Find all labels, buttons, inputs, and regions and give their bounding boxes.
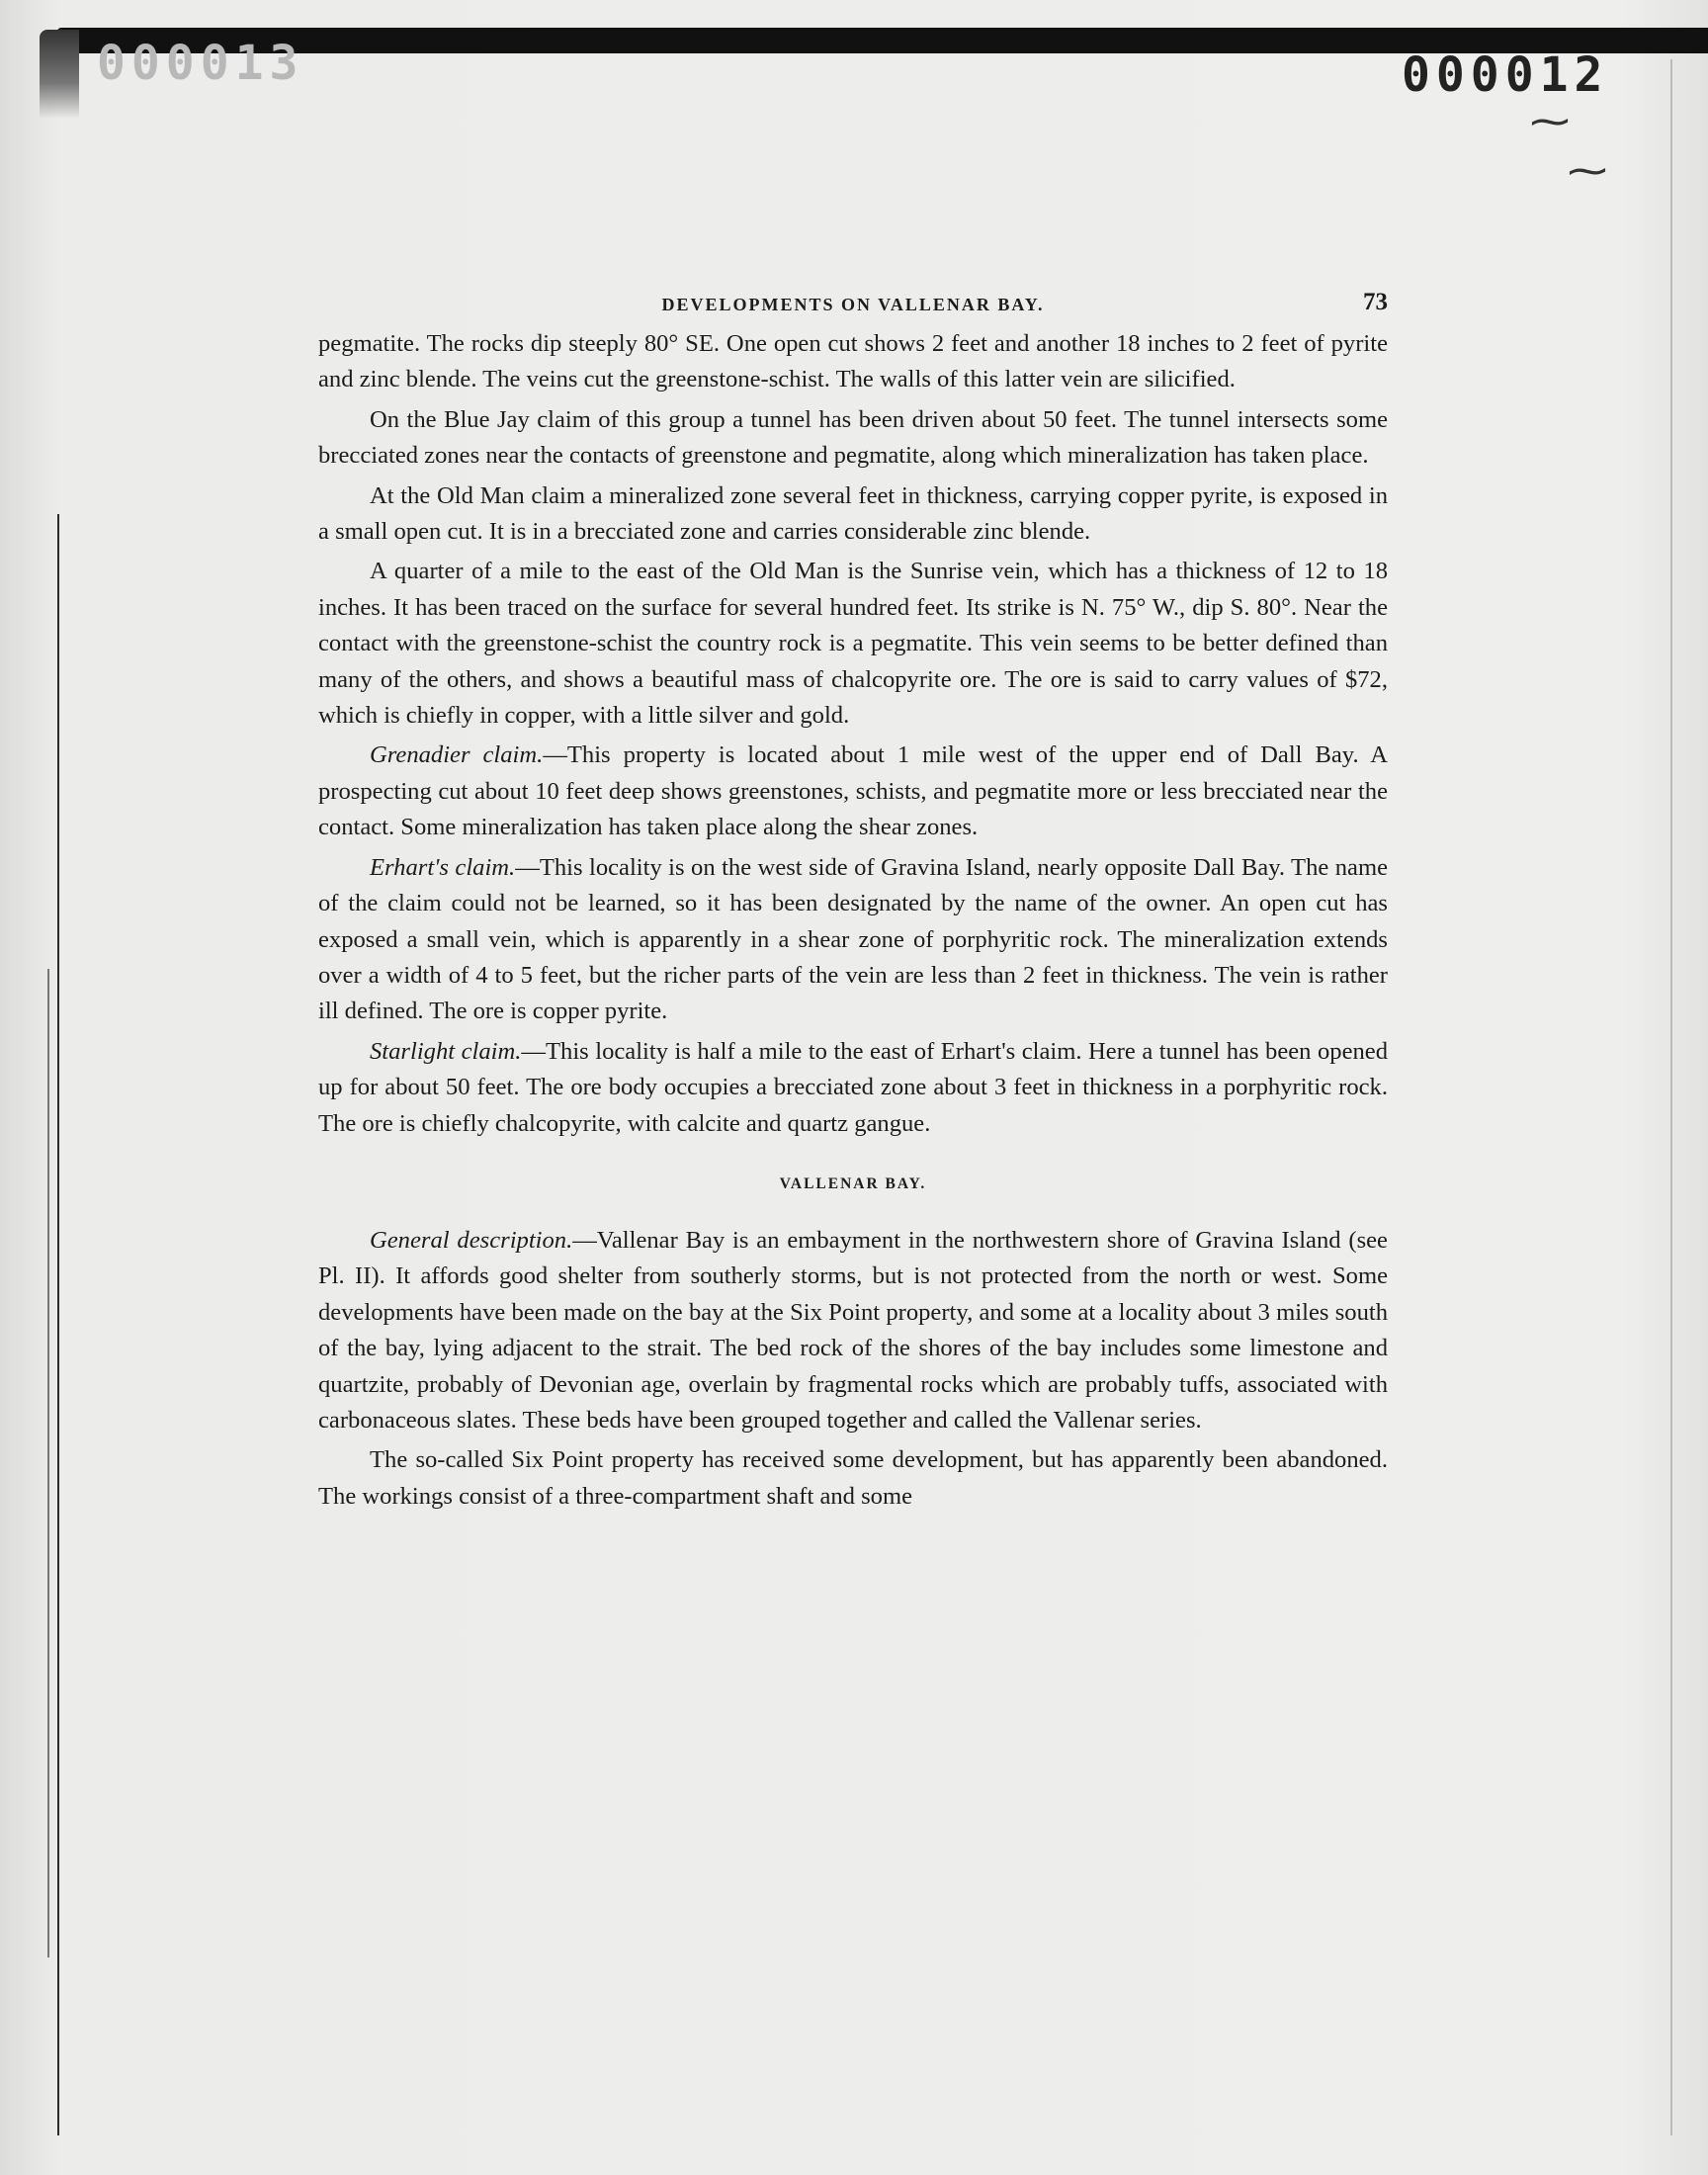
claim-heading: Grenadier claim. <box>370 741 544 769</box>
binding-rule-shadow <box>47 969 49 1958</box>
paragraph: Erhart's claim.—This locality is on the west side of Gravina Island, nearly opposite Dall Bay. The name of the claim could not be learned, so it has been designated by the name of the owner. An open cut has exposed a small vein, which is apparently in a shear zone of porphyritic rock. The mineralization extends over a width of 4 to 5 feet, but the richer parts of the vein are less than 2 feet in thickness. The vein is rather ill defined. The ore is copper pyrite. <box>318 853 1388 1025</box>
paragraph: Grenadier claim.—This property is located about 1 mile west of the upper end of Dall Bay. A prospecting cut about 10 feet deep shows greenstones, schists, and pegmatite more or less brecciated near the contact. Some mineralization has taken place along the shear zones. <box>318 741 1388 841</box>
paragraph: Starlight claim.—This locality is half a mile to the east of Erhart's claim. Here a tunnel has been opened up for about 50 feet. The ore body occupies a brecciated zone about 3 feet in thickness in a porphyritic rock. The ore is chiefly chalcopyrite, with calcite and quartz gangue. <box>318 1037 1389 1137</box>
claim-heading: Erhart's claim. <box>370 853 516 881</box>
handwritten-mark-1: ⁓ <box>1530 99 1570 144</box>
subsection-heading: General description. <box>370 1226 573 1254</box>
running-title: DEVELOPMENTS ON VALLENAR BAY. <box>661 295 1045 314</box>
body-text <box>318 326 1388 1515</box>
page-edge-rule <box>1670 59 1672 2135</box>
scan-edge-corner <box>40 30 79 119</box>
paragraph: The so-called Six Point property has received some development, but has apparently been abandoned. The workings consist of a three-compartment shaft and some <box>318 1446 1388 1510</box>
paragraph: pegmatite. The rocks dip steeply 80° SE. One open cut shows 2 feet and another 18 inches to 2 feet of pyrite and zinc blende. The veins cut the greenstone-schist. The walls of this latter vein are silicified. <box>318 330 1388 393</box>
claim-heading: Starlight claim. <box>370 1037 522 1065</box>
paragraph: On the Blue Jay claim of this group a tunnel has been driven about 50 feet. The tunnel intersects some brecciated zones near the contacts of greenstone and pegmatite, along which mineralization has taken place. <box>318 405 1388 470</box>
paragraph: At the Old Man claim a mineralized zone several feet in thickness, carrying copper pyrite, is exposed in a small open cut. It is in a brecciated zone and carries considerable zinc blende. <box>318 481 1388 546</box>
handwritten-mark-2: ⁓ <box>1568 148 1607 194</box>
stamp-number-right: 000012 <box>1402 47 1609 103</box>
paragraph: A quarter of a mile to the east of the Old Man is the Sunrise vein, which has a thickness of 12 to 18 inches. It has been traced on the surface for several hundred feet. Its strike is N. 75° W., dip S. 80°. Near the contact with the greenstone-schist the country rock is a pegmatite. This vein seems to be better defined than many of the others, and shows a beautiful mass of chalcopyrite ore. The ore is said to carry values of $72, which is chiefly in copper, with a little silver and gold. <box>318 558 1388 730</box>
paragraph: General description.—Vallenar Bay is an embayment in the northwestern shore of Gravina Island (see Pl. II). It affords good shelter from southerly storms, but is not protected from the north or west. Some developments have been made on the bay at the Six Point property, and some at a locality about 3 miles south of the bay, lying adjacent to the strait. The bed rock of the shores of the bay includes some limestone and quartzite, probably of Devonian age, overlain by fragmental rocks which are probably tuffs, associated with carbonaceous slates. These beds have been grouped together and called the Vallenar series. <box>318 1226 1388 1434</box>
binding-rule <box>57 514 59 2135</box>
running-head <box>318 287 1388 326</box>
page-number: 73 <box>1363 289 1388 315</box>
stamp-number-left: 000013 <box>97 36 304 91</box>
section-heading: VALLENAR BAY. <box>779 1174 927 1192</box>
document-page <box>318 287 1388 1515</box>
